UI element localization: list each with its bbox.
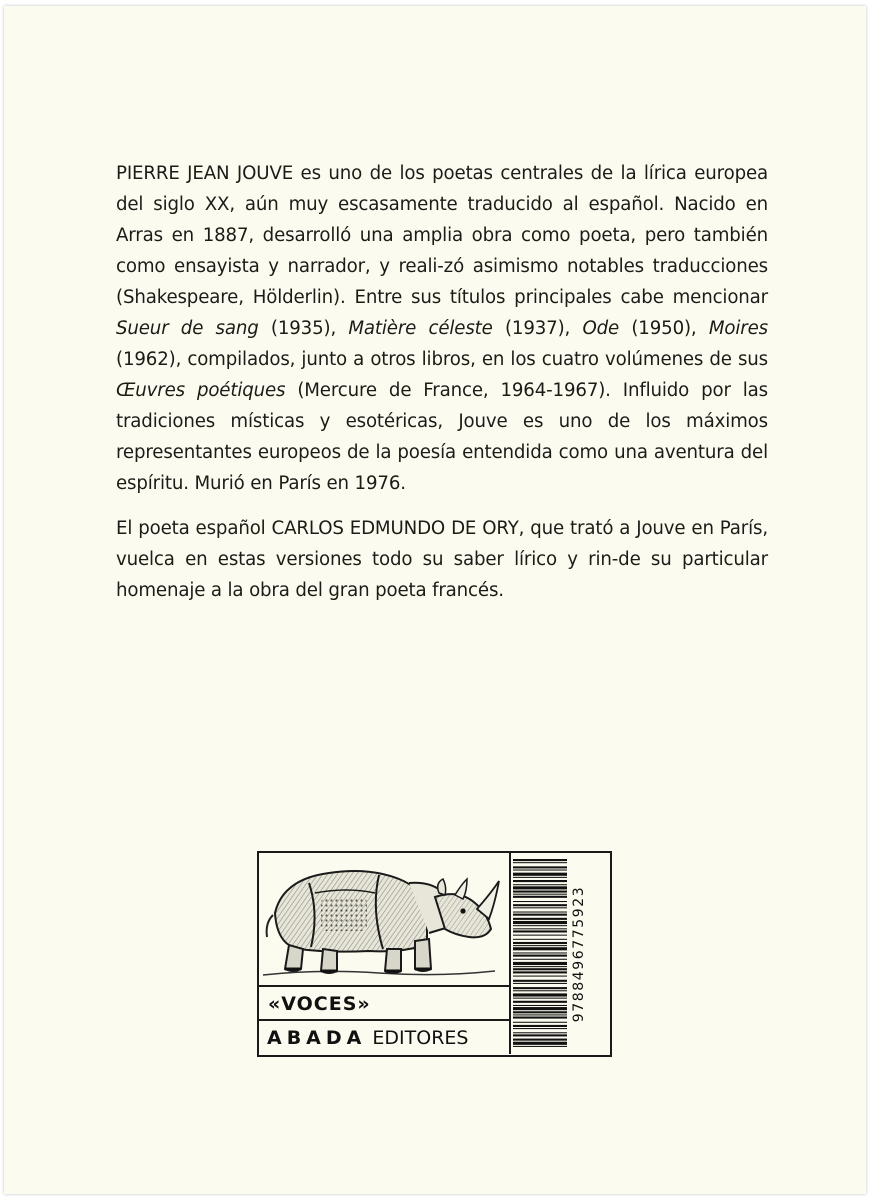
barcode-bar <box>513 945 567 946</box>
barcode-bar <box>513 912 567 913</box>
book-title: Œuvres poétiques <box>116 380 286 401</box>
isbn-barcode <box>509 853 609 1054</box>
barcode-bar <box>513 990 567 991</box>
book-title: Sueur de sang <box>116 318 259 339</box>
back-cover-blurb <box>116 158 768 606</box>
barcode-bar <box>513 896 567 898</box>
isbn-number: 9788496775923 <box>571 885 587 1023</box>
barcode-bar <box>513 870 567 871</box>
barcode-bar <box>513 914 567 916</box>
barcode-bar <box>513 962 567 965</box>
barcode-bar <box>513 1046 567 1047</box>
barcode-bar <box>513 983 567 984</box>
barcode-bar <box>513 873 567 876</box>
back-cover <box>4 6 866 1194</box>
blurb-text-run: PIERRE JEAN JOUVE es uno de los poetas centrales de la lírica europea del siglo XX, aún muy escasamente traducido al español. Nacido en Arras en 1887, desarrolló una amplia obra como poeta, pero también como ensayista y narrador, y reali-zó asimismo notables traducciones (Shakespeare, Hölderlin). Entre sus títulos principales cabe mencionar <box>116 163 768 308</box>
rhinoceros-engraving-icon <box>259 853 509 987</box>
barcode-bar <box>513 1007 567 1010</box>
barcode-bar <box>513 1022 567 1023</box>
publisher-name: ABADA <box>267 1027 367 1049</box>
barcode-icon <box>511 853 609 1054</box>
barcode-bar <box>513 1032 567 1033</box>
book-title: Matière céleste <box>348 318 493 339</box>
barcode-bar <box>513 907 567 908</box>
colophon-box <box>257 851 612 1057</box>
barcode-bar <box>513 993 567 996</box>
blurb-text-run: (1937), <box>492 318 583 339</box>
barcode-bar <box>513 884 567 885</box>
barcode-bar <box>513 1017 567 1019</box>
barcode-bar <box>513 930 567 932</box>
blurb-text-run: (1950), <box>619 318 709 339</box>
book-title: Ode <box>582 318 620 339</box>
barcode-bar <box>513 859 567 861</box>
barcode-bar <box>513 1028 567 1029</box>
publisher-imprint <box>259 1021 509 1055</box>
barcode-bar <box>513 928 567 929</box>
barcode-bar <box>513 921 567 924</box>
blurb-paragraph-author <box>116 158 768 499</box>
collection-name: «VOCES» <box>259 987 509 1021</box>
publisher-suffix: EDITORES <box>372 1027 469 1049</box>
barcode-bar <box>513 959 567 960</box>
barcode-bar <box>513 1042 567 1045</box>
barcode-bar <box>513 966 567 967</box>
barcode-bar <box>513 1034 567 1036</box>
barcode-bar <box>513 947 567 950</box>
barcode-bar <box>513 1005 567 1006</box>
barcode-bar <box>513 987 567 989</box>
barcode-bar <box>513 886 567 889</box>
barcode-bar <box>513 1011 567 1013</box>
blurb-text-run: (Mercure de France, 1964-1967). Influido por las tradiciones místicas y esotéricas, Jouve es uno de los máximos representantes europeos de la poesía entendida como una aventura del espíritu. Murió en París en 1976. <box>116 380 768 494</box>
barcode-bar <box>513 862 567 863</box>
barcode-bar <box>513 971 567 973</box>
barcode-bar <box>513 980 567 982</box>
blurb-text-run: (1935), <box>258 318 349 339</box>
barcode-bar <box>513 998 567 999</box>
barcode-bar <box>513 880 567 882</box>
barcode-bar <box>513 935 567 936</box>
barcode-bar <box>513 894 567 895</box>
barcode-bar <box>513 939 567 940</box>
barcode-bar <box>513 968 567 970</box>
barcode-bar <box>513 866 567 868</box>
barcode-bar <box>513 976 567 977</box>
barcode-bar <box>513 891 567 893</box>
barcode-bar <box>513 901 567 902</box>
barcode-bar <box>513 877 567 878</box>
blurb-text-run: (1962), compilados, junto a otros libros, en los cuatro volúmenes de sus <box>116 349 768 370</box>
barcode-bar <box>513 1025 567 1027</box>
barcode-bar <box>513 952 567 953</box>
blurb-paragraph-translator: El poeta español CARLOS EDMUNDO DE ORY, que trató a Jouve en París, vuelca en estas versiones todo su saber lírico y rin-de su particular homenaje a la obra del gran poeta francés. <box>116 518 768 601</box>
barcode-bar <box>513 942 567 944</box>
book-title: Moires <box>708 318 768 339</box>
barcode-bar <box>513 1014 567 1015</box>
barcode-bar <box>513 1039 567 1041</box>
barcode-bar <box>513 904 567 906</box>
barcode-bar <box>513 955 567 957</box>
barcode-bar <box>513 918 567 920</box>
barcode-bar <box>513 1001 567 1003</box>
barcode-bar <box>513 925 567 926</box>
